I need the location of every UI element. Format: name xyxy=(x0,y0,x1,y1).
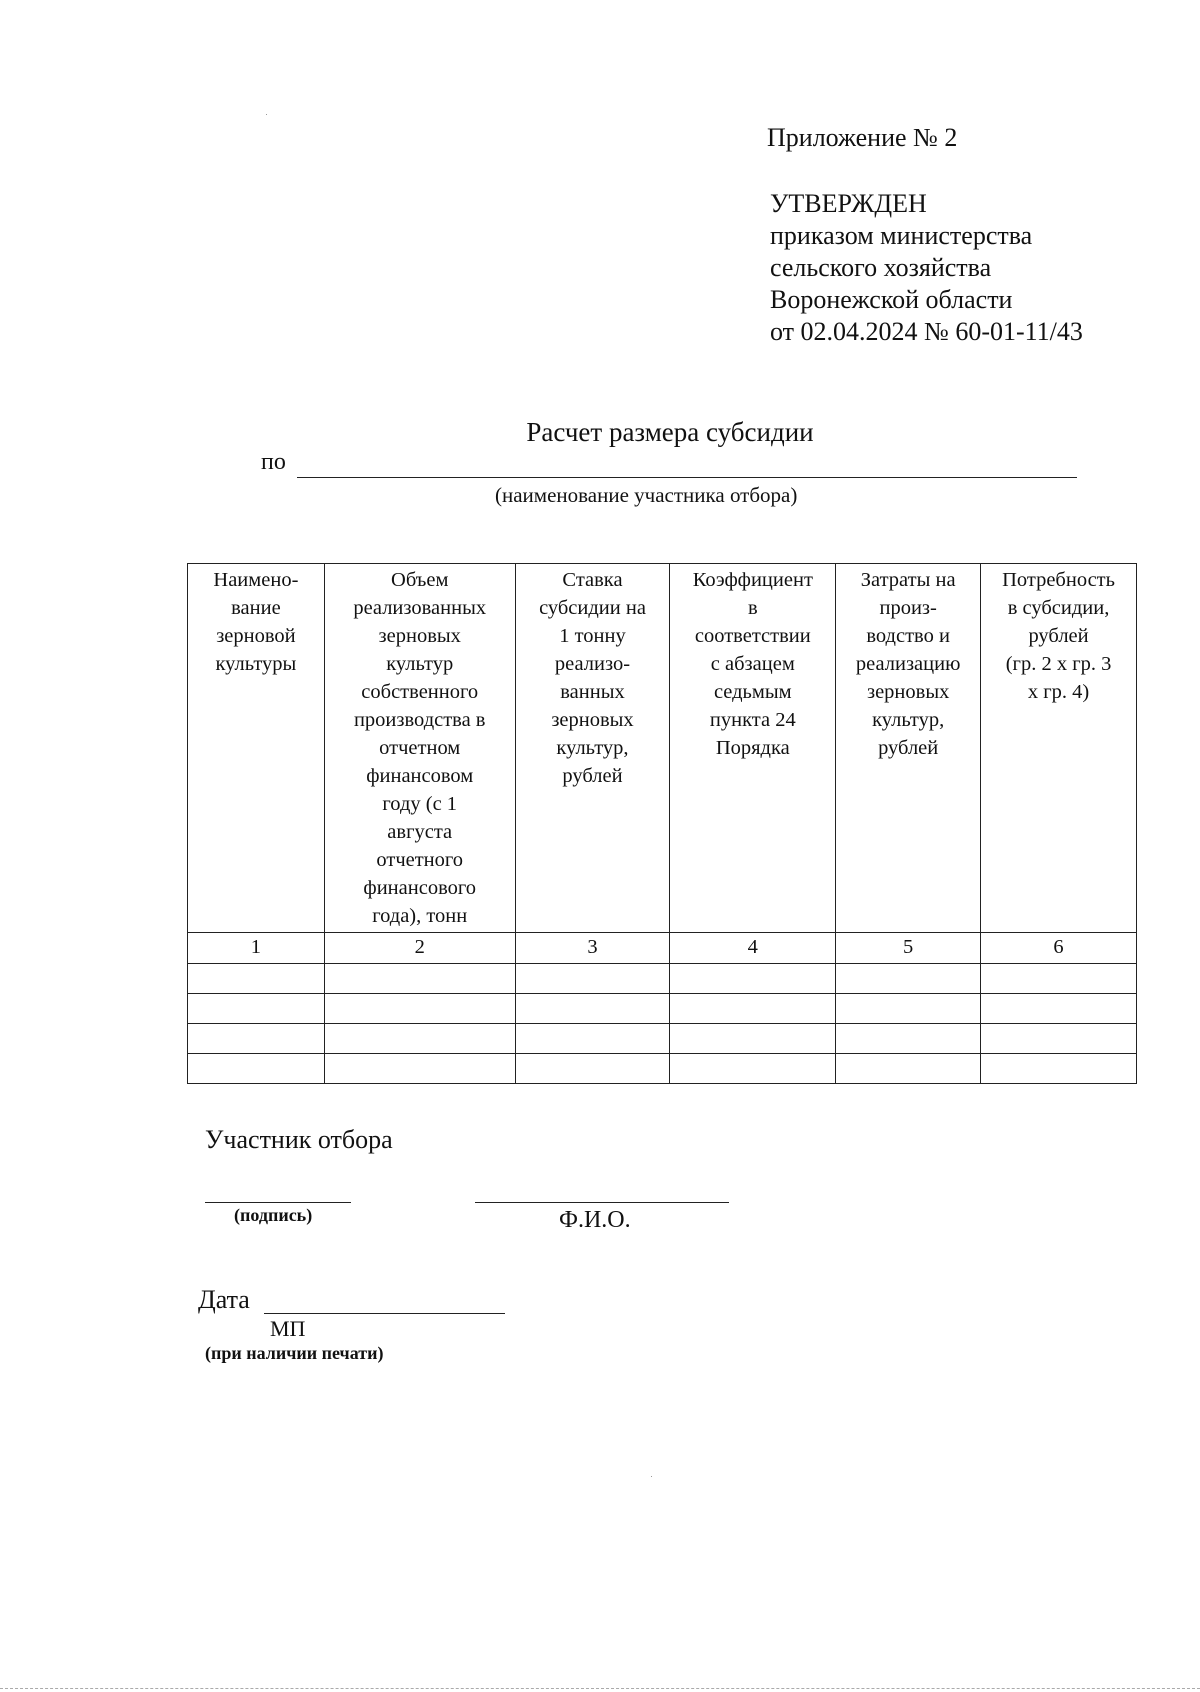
header-line: зерновых xyxy=(551,709,634,731)
header-line: с абзацем xyxy=(710,653,795,675)
header-line: субсидии на xyxy=(539,597,646,619)
header-line: рублей xyxy=(562,765,623,787)
appendix-number: Приложение № 2 xyxy=(767,123,958,152)
table-cell[interactable] xyxy=(836,1054,981,1084)
header-line: года), тонн xyxy=(372,905,468,927)
header-line: ванных xyxy=(560,681,625,703)
date-label: Дата xyxy=(198,1285,250,1314)
table-cell[interactable] xyxy=(836,1024,981,1054)
table-cell[interactable] xyxy=(188,1024,325,1054)
header-line: зерновых xyxy=(378,625,461,647)
column-number: 3 xyxy=(515,933,670,964)
header-line: Порядка xyxy=(715,737,790,759)
header-line: финансового xyxy=(363,877,477,899)
subsidy-table xyxy=(187,563,1137,1084)
table-cell[interactable] xyxy=(836,994,981,1024)
header-line: отчетном xyxy=(379,737,461,759)
table-header-row xyxy=(188,564,1137,933)
approval-line: Воронежской области xyxy=(770,285,1013,314)
header-line: культур, xyxy=(556,737,629,759)
header-line: (гр. 2 х гр. 3 xyxy=(1005,653,1112,675)
scan-speck xyxy=(266,114,267,115)
header-line: Затраты на xyxy=(860,569,956,591)
full-name-hint: Ф.И.О. xyxy=(559,1207,631,1233)
table-cell[interactable] xyxy=(981,1024,1137,1054)
header-line: году (с 1 xyxy=(382,793,458,815)
stamp-note: (при наличии печати) xyxy=(205,1343,384,1363)
table-cell[interactable] xyxy=(670,1054,836,1084)
header-cell xyxy=(981,564,1137,933)
header-line: производства в xyxy=(353,709,486,731)
recipient-prefix: по xyxy=(261,449,286,475)
header-line: реализованных xyxy=(353,597,487,619)
header-line: 1 тонну xyxy=(559,625,626,647)
column-number: 2 xyxy=(324,933,515,964)
approval-line: УТВЕРЖДЕН xyxy=(770,189,927,218)
header-line: рублей xyxy=(1028,625,1089,647)
header-line: зерновых xyxy=(866,681,950,703)
table-cell[interactable] xyxy=(515,1024,670,1054)
header-line: собственного xyxy=(361,681,479,703)
table-row xyxy=(188,1054,1137,1084)
header-line: соответствии xyxy=(694,625,811,647)
recipient-name-field[interactable] xyxy=(297,477,1077,478)
table-cell[interactable] xyxy=(670,1024,836,1054)
header-line: Наимено- xyxy=(213,569,299,591)
table-cell[interactable] xyxy=(324,994,515,1024)
column-number: 6 xyxy=(981,933,1137,964)
column-number: 1 xyxy=(188,933,325,964)
table-cell[interactable] xyxy=(836,964,981,994)
header-line: Потребность xyxy=(1002,569,1115,591)
approval-line: сельского хозяйства xyxy=(770,253,992,282)
stamp-label: МП xyxy=(270,1316,306,1341)
table-cell[interactable] xyxy=(324,964,515,994)
header-line: вание xyxy=(231,597,281,619)
header-line: х гр. 4) xyxy=(1027,681,1090,703)
header-line: в xyxy=(747,597,758,619)
header-line: реализацию xyxy=(855,653,961,675)
header-line: в субсидии, xyxy=(1007,597,1110,619)
full-name-field[interactable] xyxy=(475,1202,729,1203)
table-cell[interactable] xyxy=(670,994,836,1024)
header-cell xyxy=(670,564,836,933)
table-cell[interactable] xyxy=(515,964,670,994)
column-number-row xyxy=(188,933,1137,964)
header-line: произ- xyxy=(879,597,937,619)
header-cell xyxy=(836,564,981,933)
header-line: рублей xyxy=(878,737,939,759)
table-cell[interactable] xyxy=(515,994,670,1024)
header-line: культур, xyxy=(872,709,945,731)
recipient-hint: (наименование участника отбора) xyxy=(495,483,798,507)
scan-speck xyxy=(651,1476,652,1477)
table-cell[interactable] xyxy=(188,994,325,1024)
participant-label: Участник отбора xyxy=(205,1125,393,1154)
header-cell xyxy=(515,564,670,933)
header-line: седьмым xyxy=(713,681,792,703)
header-cell xyxy=(324,564,515,933)
header-line: отчетного xyxy=(376,849,464,871)
header-cell xyxy=(188,564,325,933)
header-line: Ставка xyxy=(562,569,623,591)
approval-line: приказом министерства xyxy=(770,221,1033,250)
column-number: 4 xyxy=(670,933,836,964)
table-cell[interactable] xyxy=(515,1054,670,1084)
header-line: Коэффициент xyxy=(692,569,813,591)
table-cell[interactable] xyxy=(188,964,325,994)
table-cell[interactable] xyxy=(670,964,836,994)
table-cell[interactable] xyxy=(981,964,1137,994)
table-row xyxy=(188,994,1137,1024)
table-cell[interactable] xyxy=(324,1024,515,1054)
header-line: финансовом xyxy=(366,765,474,787)
header-line: культур xyxy=(386,653,454,675)
table-cell[interactable] xyxy=(981,1054,1137,1084)
signature-hint: (подпись) xyxy=(234,1205,313,1225)
document-title: Расчет размера субсидии xyxy=(526,417,814,447)
table-cell[interactable] xyxy=(981,994,1137,1024)
table-cell[interactable] xyxy=(188,1054,325,1084)
table-row xyxy=(188,964,1137,994)
approval-block xyxy=(770,188,1083,348)
header-line: культуры xyxy=(215,653,297,675)
header-line: пункта 24 xyxy=(709,709,796,731)
date-field[interactable] xyxy=(264,1313,505,1314)
header-line: зерновой xyxy=(216,625,296,647)
header-line: Объем xyxy=(391,569,449,591)
table-row xyxy=(188,1024,1137,1054)
table-cell[interactable] xyxy=(324,1054,515,1084)
approval-line: от 02.04.2024 № 60-01-11/43 xyxy=(770,317,1083,346)
header-line: августа xyxy=(387,821,453,843)
column-number: 5 xyxy=(836,933,981,964)
scan-edge-artifact xyxy=(0,1688,1200,1691)
header-line: реализо- xyxy=(554,653,631,675)
header-line: водство и xyxy=(866,625,950,647)
signature-field[interactable] xyxy=(205,1202,351,1203)
